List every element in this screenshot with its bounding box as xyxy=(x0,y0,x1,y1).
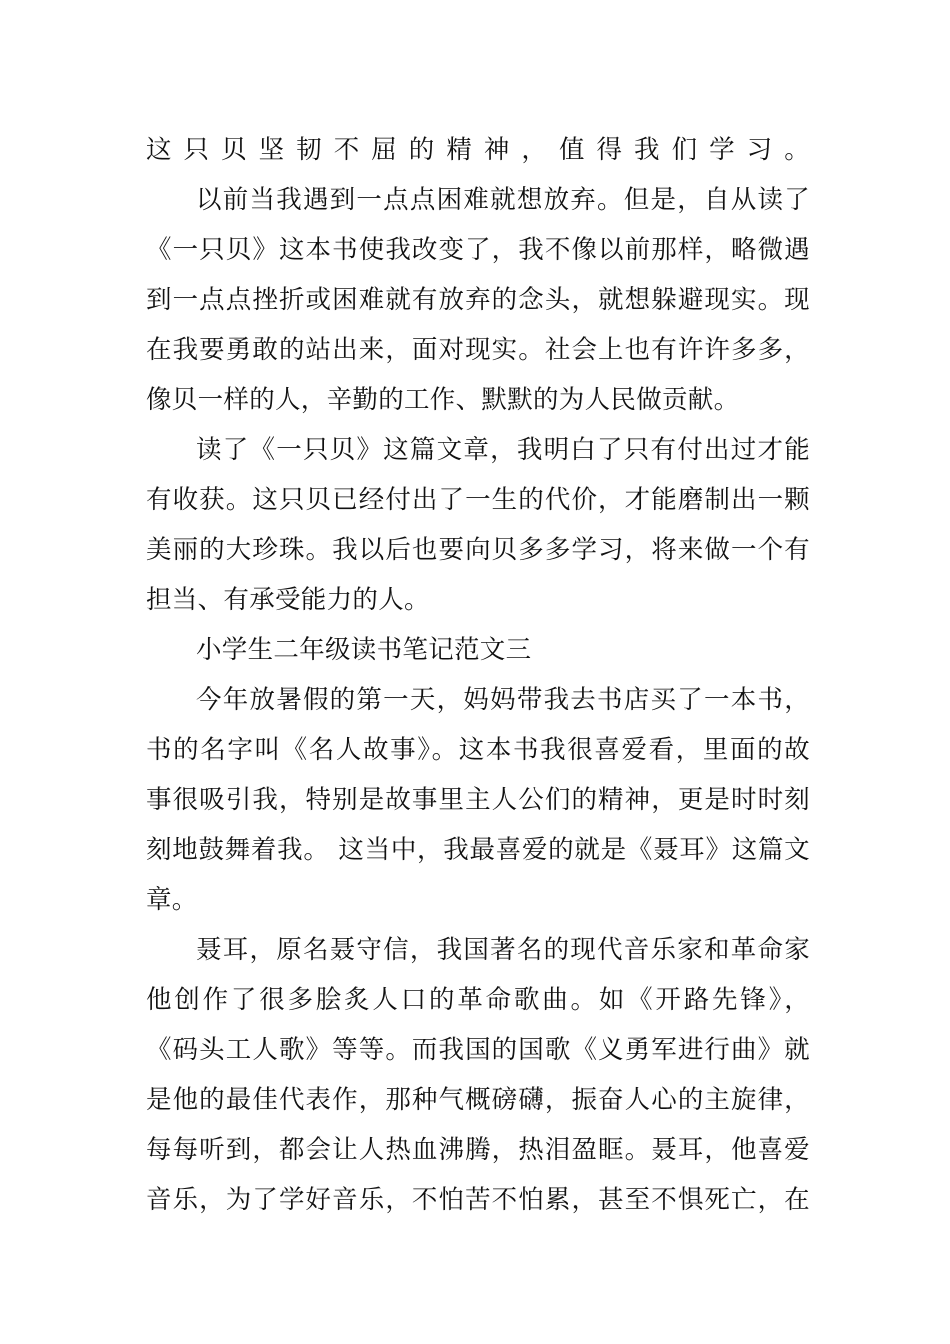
text-line: 在我要勇敢的站出来，面对现实。社会上也有许许多多， xyxy=(146,335,810,365)
text-line: 这只贝坚韧不屈的精神，值得我们学习。 xyxy=(146,135,810,165)
text-line: 事很吸引我，特别是故事里主人公们的精神，更是时时刻 xyxy=(146,785,810,815)
section-heading: 小学生二年级读书笔记范文三 xyxy=(196,635,532,665)
text-line: 美丽的大珍珠。我以后也要向贝多多学习，将来做一个有 xyxy=(146,535,810,565)
text-line: 章。 xyxy=(146,885,198,915)
text-line: 担当、有承受能力的人。 xyxy=(146,585,430,615)
text-line: 是他的最佳代表作，那种气概磅礴，振奋人心的主旋律， xyxy=(146,1085,810,1115)
text-line: 书的名字叫《名人故事》。这本书我很喜爱看，里面的故 xyxy=(146,735,810,765)
text-line: 今年放暑假的第一天，妈妈带我去书店买了一本书， xyxy=(196,685,810,715)
text-line: 《一只贝》这本书使我改变了，我不像以前那样，略微遇 xyxy=(146,235,810,265)
text-line: 每每听到，都会让人热血沸腾，热泪盈眶。聂耳，他喜爱 xyxy=(146,1135,810,1165)
text-line: 像贝一样的人，辛勤的工作、默默的为人民做贡献。 xyxy=(146,385,740,415)
text-line: 到一点点挫折或困难就有放弃的念头，就想躲避现实。现 xyxy=(146,285,810,315)
text-line: 他创作了很多脍炙人口的革命歌曲。如《开路先锋》， xyxy=(146,985,810,1015)
text-line: 读了《一只贝》这篇文章，我明白了只有付出过才能 xyxy=(196,435,810,465)
text-line: 有收获。这只贝已经付出了一生的代价，才能磨制出一颗 xyxy=(146,485,810,515)
text-line: 聂耳，原名聂守信，我国著名的现代音乐家和革命家 xyxy=(196,935,810,965)
text-line: 刻地鼓舞着我。 这当中，我最喜爱的就是《聂耳》这篇文 xyxy=(146,835,810,865)
text-line: 音乐，为了学好音乐，不怕苦不怕累，甚至不惧死亡，在 xyxy=(146,1185,810,1215)
text-line: 《码头工人歌》等等。而我国的国歌《义勇军进行曲》就 xyxy=(146,1035,810,1065)
text-line: 以前当我遇到一点点困难就想放弃。但是，自从读了 xyxy=(196,185,810,215)
